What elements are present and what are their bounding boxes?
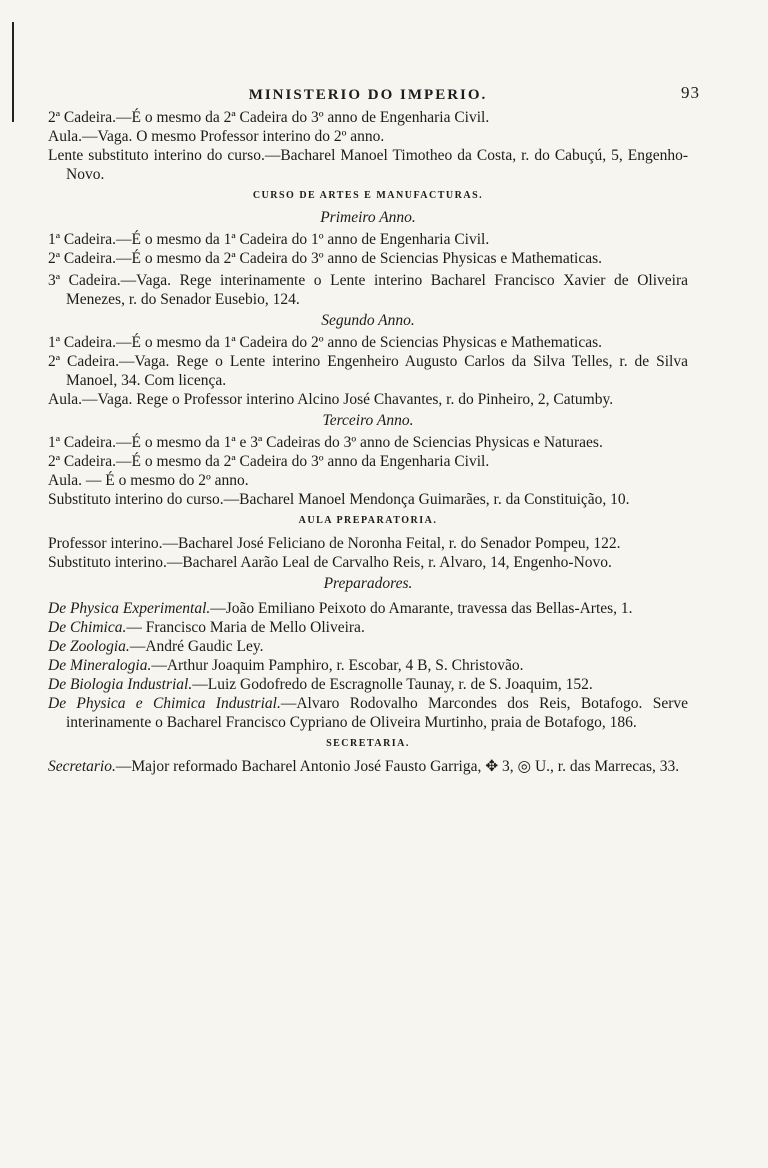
entry-lead: De Zoologia. bbox=[48, 638, 130, 655]
entry: 2ª Cadeira.—É o mesmo da 2ª Cadeira do 3º anno de Sciencias Physicas e Mathematicas. bbox=[48, 250, 602, 267]
margin-rule bbox=[12, 22, 14, 122]
entry: 2ª Cadeira.—Vaga. Rege o Lente interino Engenheiro Augusto Carlos da Silva Telles, r. de Silva Manoel, 34. Com licença. bbox=[48, 353, 688, 389]
entry: Aula.—Vaga. Rege o Professor interino Alcino José Chavantes, r. do Pinheiro, 2, Catumby. bbox=[48, 391, 614, 408]
entry: Lente substituto interino do curso.—Bacharel Manoel Timotheo da Costa, r. do Cabuçú, 5, Engenho-Novo. bbox=[48, 147, 688, 183]
page-number: 93 bbox=[681, 83, 700, 102]
section-title-curso: CURSO DE ARTES E MANUFACTURAS. bbox=[252, 190, 484, 201]
section-title-secretaria: SECRETARIA. bbox=[326, 738, 410, 749]
entry: Substituto interino.—Bacharel Aarão Leal de Carvalho Reis, r. Alvaro, 14, Engenho-Novo. bbox=[48, 554, 612, 571]
entry: Aula. — É o mesmo do 2º anno. bbox=[48, 472, 249, 489]
preparador-entry bbox=[48, 618, 688, 637]
entry: Aula.—Vaga. O mesmo Professor interino do 2º anno. bbox=[48, 128, 385, 145]
entry-lead: De Physica Experimental. bbox=[48, 600, 211, 617]
entry-text: —Luiz Godofredo de Escragnolle Taunay, r. de S. Joaquim, 152. bbox=[192, 676, 593, 693]
entry-text: —Major reformado Bacharel Antonio José Fausto Garriga, ✥ 3, ◎ U., r. das Marrecas, 33. bbox=[115, 758, 680, 775]
entry-lead: De Biologia Industrial. bbox=[48, 676, 193, 693]
subtitle-primeiro-anno: Primeiro Anno. bbox=[320, 209, 416, 226]
preparador-entry bbox=[48, 675, 688, 694]
page bbox=[48, 83, 700, 776]
entry-lead: De Mineralogia. bbox=[48, 657, 152, 674]
entry: Professor interino.—Bacharel José Feliciano de Noronha Feital, r. do Senador Pompeu, 122. bbox=[48, 535, 621, 552]
entry: 1ª Cadeira.—É o mesmo da 1ª e 3ª Cadeiras do 3º anno de Sciencias Physicas e Naturaes. bbox=[48, 434, 603, 451]
subtitle-segundo-anno: Segundo Anno. bbox=[321, 312, 415, 329]
entry: 1ª Cadeira.—É o mesmo da 1ª Cadeira do 2º anno de Sciencias Physicas e Mathematicas. bbox=[48, 334, 602, 351]
entry: 2ª Cadeira.—É o mesmo da 2ª Cadeira do 3º anno da Engenharia Civil. bbox=[48, 453, 490, 470]
preparador-entry bbox=[48, 637, 688, 656]
section-title-aula-preparatoria: AULA PREPARATORIA. bbox=[298, 515, 438, 526]
entry-lead: De Chimica. bbox=[48, 619, 127, 636]
entry-text: —Arthur Joaquim Pamphiro, r. Escobar, 4 B, S. Christovão. bbox=[151, 657, 524, 674]
entry-text: — Francisco Maria de Mello Oliveira. bbox=[126, 619, 365, 636]
entry: 1ª Cadeira.—É o mesmo da 1ª Cadeira do 1º anno de Engenharia Civil. bbox=[48, 231, 490, 248]
entry: 2ª Cadeira.—É o mesmo da 2ª Cadeira do 3º anno de Engenharia Civil. bbox=[48, 109, 490, 126]
running-header bbox=[48, 83, 700, 106]
subtitle-preparadores: Preparadores. bbox=[323, 575, 413, 592]
subtitle-terceiro-anno: Terceiro Anno. bbox=[322, 412, 414, 429]
entry: 3ª Cadeira.—Vaga. Rege interinamente o Lente interino Bacharel Francisco Xavier de Oliveira Menezes, r. do Senador Eusebio, 124. bbox=[48, 272, 688, 308]
preparador-entry bbox=[48, 656, 688, 675]
secretario-entry bbox=[48, 757, 688, 776]
entry: Substituto interino do curso.—Bacharel Manoel Mendonça Guimarães, r. da Constituição, 10. bbox=[48, 491, 630, 508]
entry-text: —André Gaudic Ley. bbox=[129, 638, 264, 655]
header-title: MINISTERIO DO IMPERIO. bbox=[248, 87, 488, 103]
entry-lead: De Physica e Chimica Industrial. bbox=[48, 695, 281, 712]
entry-lead: Secretario. bbox=[48, 758, 116, 775]
preparador-entry bbox=[48, 694, 688, 732]
preparador-entry bbox=[48, 599, 688, 618]
entry-text: —João Emiliano Peixoto do Amarante, travessa das Bellas-Artes, 1. bbox=[210, 600, 633, 617]
entry-text: —Alvaro Rodovalho Marcondes dos Reis, Botafogo. Serve interinamente o Bacharel Francisco Cypriano de Oliveira Murtinho, praia de Botafogo, 186. bbox=[66, 695, 688, 731]
